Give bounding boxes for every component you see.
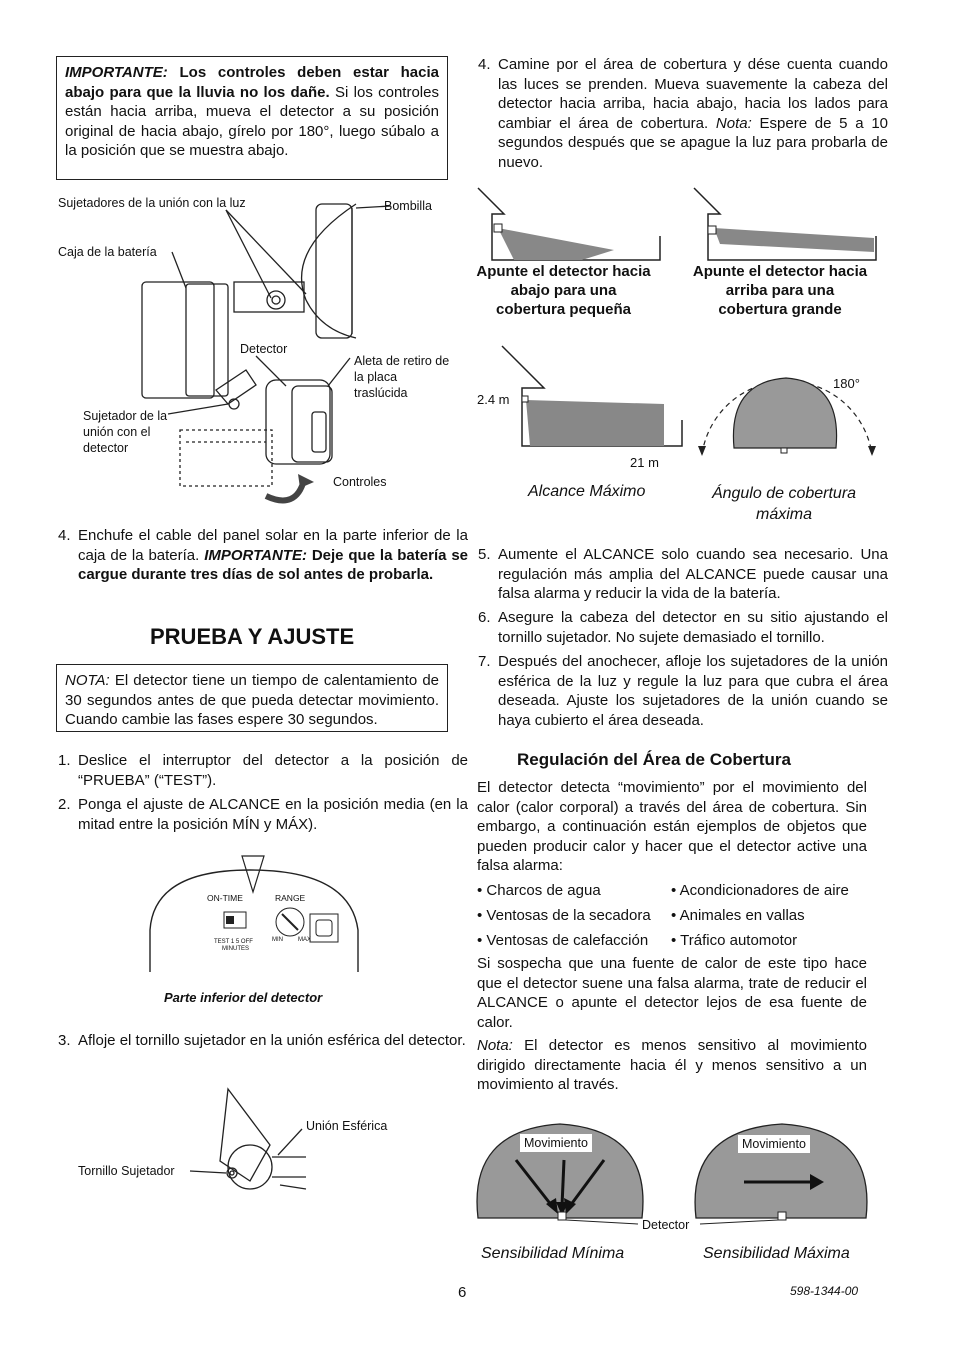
- bullet-item: • Ventosas de la secadora: [477, 907, 651, 924]
- importante-bold: Los controles deben estar hacia abajo para que la lluvia no los dañe.: [65, 64, 439, 101]
- left-step-4: 4. Enchufe el cable del panel solar en la parte inferior de la caja de la batería. IMPORTANTE: Deje que la batería se cargue durante tres días de sol antes de probarla.: [58, 527, 468, 583]
- min-label: MIN: [272, 937, 283, 943]
- subheading: Regulación del Área de Cobertura: [517, 750, 791, 769]
- angle-figure: [694, 350, 884, 460]
- minutes-label: MINUTES: [222, 946, 249, 952]
- angle-caption: Ángulo de cobertura máxima: [711, 485, 857, 523]
- false-alarm-paragraph: Si sospecha que una fuente de calor de este tipo hace que el detector suene una falsa alarma, trate de reducir el ALCANCE o apunte el detector lejos de esa fuente de calor.: [477, 955, 867, 1031]
- label-sujetadores: Sujetadores de la unión con la luz: [58, 196, 246, 210]
- detector-label: Detector: [642, 1218, 690, 1232]
- ball-joint-illustration: [70, 1085, 420, 1200]
- range-distance-label: 21 m: [630, 455, 659, 470]
- angle-degrees-label: 180°: [833, 376, 860, 391]
- section-title: PRUEBA Y AJUSTE: [150, 624, 355, 649]
- aim-down-caption: Apunte el detector hacia abajo para una cobertura pequeña: [476, 263, 651, 318]
- bullets-left: [477, 878, 667, 953]
- importante-lead: IMPORTANTE:: [65, 64, 168, 81]
- label-tornillo: Tornillo Sujetador: [78, 1164, 175, 1178]
- bullet-item: • Ventosas de calefacción: [477, 932, 649, 949]
- movimiento-label-max: Movimiento: [738, 1135, 810, 1153]
- right-step-4: 4. Camine por el área de cobertura y dése cuenta cuando las luces se prenden. Mueva suavemente la cabeza del detector hacia arriba, hacia abajo, hacia los lados para cambiar el área de cobertura. Nota: Espere de 5 a 10 segundos después que se apague la luz para probarla de nuevo.: [478, 56, 889, 171]
- label-caja-bateria: Caja de la batería: [58, 245, 157, 259]
- sens-min-caption: Sensibilidad Mínima: [481, 1245, 625, 1262]
- range-caption: Alcance Máximo: [528, 483, 646, 500]
- fixture-illustration: [56, 190, 456, 510]
- label-sujetador-detector: Sujetador de la unión con el detector: [83, 409, 168, 455]
- left-step-1: 1. Deslice el interruptor del detector a la posición de “PRUEBA” (“TEST”).: [58, 752, 468, 789]
- importante-box: [56, 56, 448, 180]
- test-scale: TEST 1 5 OFF: [214, 939, 253, 945]
- right-step-7: 7. Después del anochecer, afloje los sujetadores de la unión esférica de la luz y regule la luz para que cubra el área deseada. Ajuste los sujetadores de la unión cuando se haya cubierto el área deseada.: [478, 653, 888, 729]
- max-label: MAX: [298, 937, 312, 943]
- page-number: 6: [458, 1284, 467, 1301]
- range-height-label: 2.4 m: [477, 392, 510, 407]
- aim-up-caption: Apunte el detector hacia arriba para una cobertura grande: [692, 263, 868, 318]
- bottom-diagram-caption: Parte inferior del detector: [164, 990, 323, 1005]
- bullet-item: • Tráfico automotor: [671, 932, 798, 949]
- label-detector: Detector: [240, 342, 288, 356]
- range-label: RANGE: [275, 893, 306, 903]
- left-step-3: 3. Afloje el tornillo sujetador en la unión esférica del detector.: [58, 1032, 466, 1049]
- right-step-6: 6. Asegure la cabeza del detector en su sitio ajustando el tornillo sujetador. No sujete demasiado el tornillo.: [478, 609, 888, 646]
- range-figure: [496, 340, 686, 450]
- importante-text: Si los controles están hacia arriba, mueva el detector a su posición original de hacia abajo, gírelo por 180°, luego súbalo a la posición que se muestra abajo.: [65, 83, 439, 159]
- bullets-right: [671, 878, 871, 953]
- bullet-item: • Animales en vallas: [671, 907, 805, 924]
- label-bombilla: Bombilla: [384, 199, 432, 213]
- sens-max-caption: Sensibilidad Máxima: [703, 1245, 850, 1262]
- label-controles: Controles: [333, 475, 387, 489]
- label-aleta: Aleta de retiro de la placa traslúcida: [354, 354, 450, 400]
- sensitivity-diagrams: [474, 1110, 874, 1230]
- left-step-2: 2. Ponga el ajuste de ALCANCE en la posición media (en la mitad entre la posición MÍN y MÁX).: [58, 796, 468, 833]
- aim-up-figure: [690, 184, 880, 264]
- right-step-5: 5. Aumente el ALCANCE solo cuando sea necesario. Una regulación más amplia del ALCANCE puede causar una falsa alarma y reducir la vida de la batería.: [478, 546, 888, 602]
- bullet-item: • Acondicionadores de aire: [671, 882, 849, 899]
- coverage-intro: El detector detecta “movimiento” por el movimiento del calor (calor corporal) a través del área de cobertura. Sin embargo, a continuación están ejemplos de objetos que pueden producir calor y hacer que el detector active una falsa alarma:: [477, 779, 867, 874]
- movimiento-label-min: Movimiento: [520, 1134, 592, 1152]
- nota-2: Nota: El detector es menos sensitivo al movimiento dirigido directamente hacia él y menos sensitivo a un movimiento al través.: [477, 1037, 867, 1093]
- aim-down-figure: [474, 184, 664, 264]
- nota-box: NOTA: El detector tiene un tiempo de calentamiento de 30 segundos antes de que pueda detectar movimiento. Cuando cambie las fases espere 30 segundos.: [56, 664, 448, 732]
- bullet-item: • Charcos de agua: [477, 882, 601, 899]
- detector-bottom-diagram: [140, 852, 380, 982]
- document-code: 598-1344-00: [790, 1284, 859, 1298]
- on-time-label: ON-TIME: [207, 893, 243, 903]
- label-union-esferica: Unión Esférica: [306, 1119, 388, 1133]
